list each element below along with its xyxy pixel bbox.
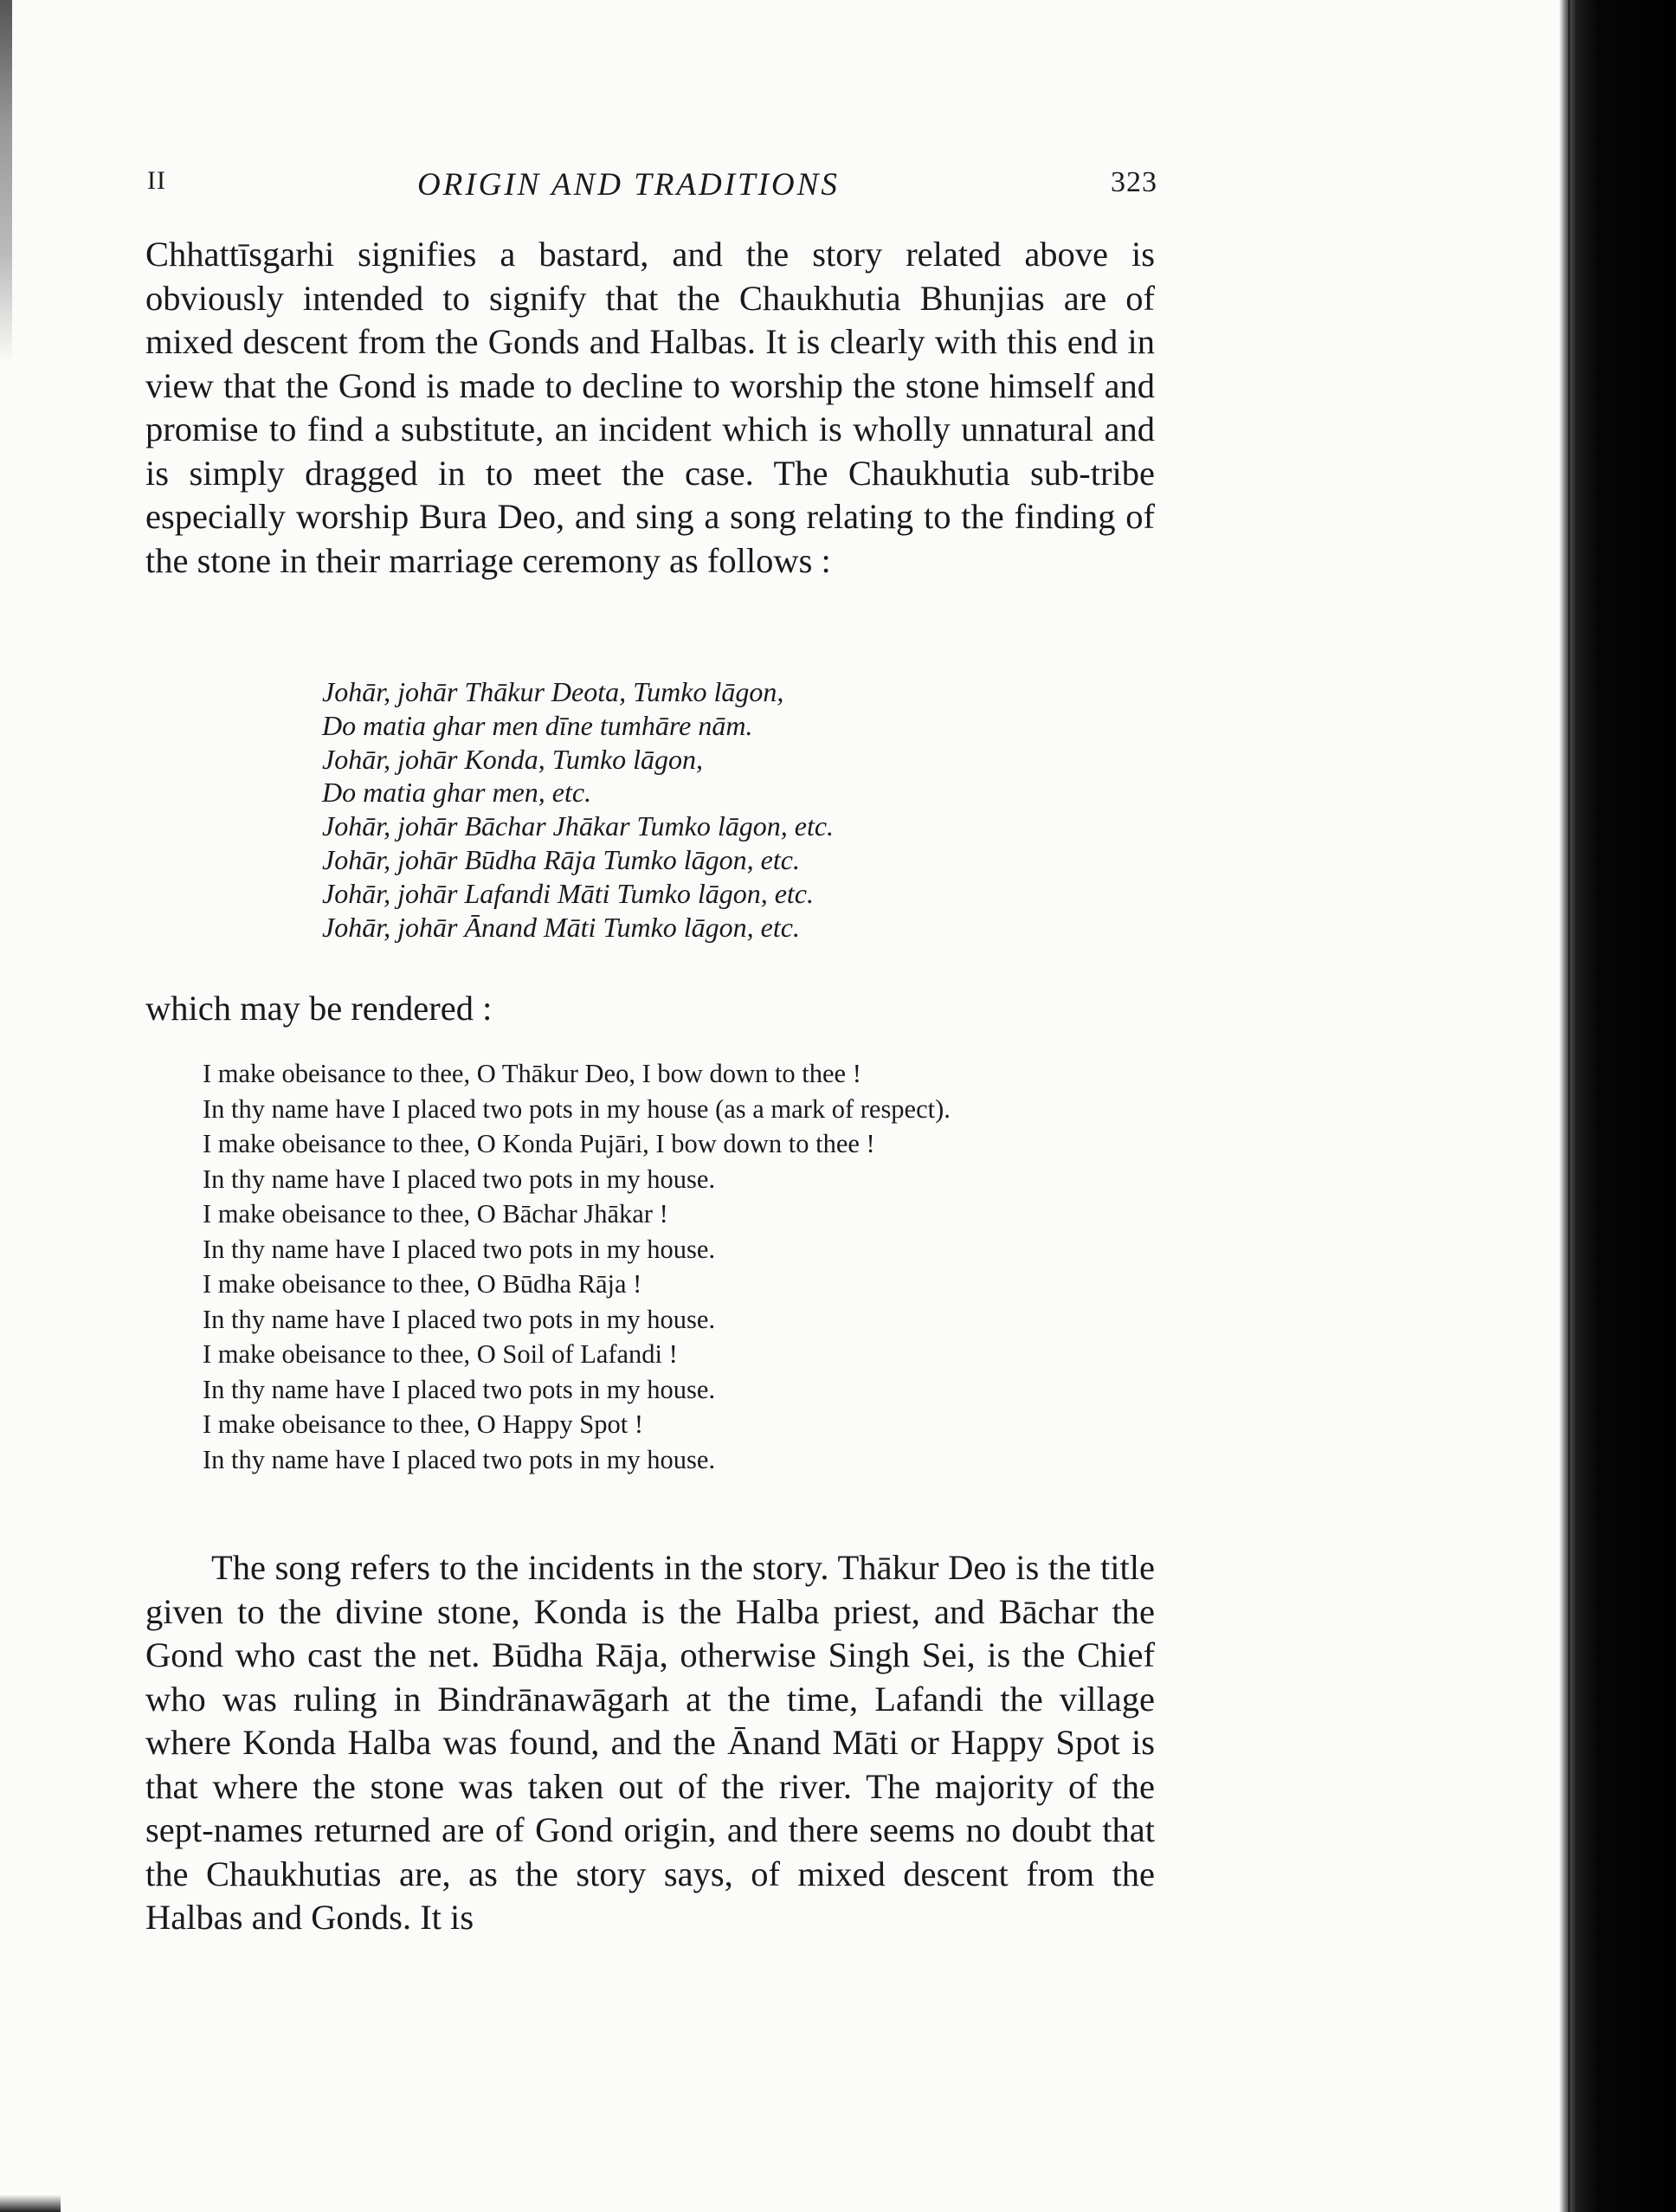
translation-line: In thy name have I placed two pots in my house.	[203, 1374, 716, 1404]
translation-line: I make obeisance to thee, O Happy Spot !	[203, 1409, 644, 1439]
verse-line: Johār, johār Thākur Deota, Tumko lāgon,	[322, 676, 784, 707]
scan-left-edge-shadow	[0, 0, 12, 364]
chapter-number: II	[147, 166, 166, 195]
translation-line: I make obeisance to thee, O Būdha Rāja !	[203, 1269, 642, 1299]
translation-line: I make obeisance to thee, O Konda Pujāri, I bow down to thee !	[203, 1129, 875, 1158]
song-verse	[322, 675, 834, 944]
scan-bottom-edge-shadow	[0, 2195, 61, 2212]
translation-line: I make obeisance to thee, O Bāchar Jhākar !	[203, 1199, 668, 1229]
running-head-title: ORIGIN AND TRADITIONS	[417, 167, 840, 203]
paragraph-intro: Chhattīsgarhi signifies a bastard, and the story related above is obviously intended to signify that the Chaukhutia Bhunjias are of mixed descent from the Gonds and Halbas. It is clearly with this end in view that the Gond is made to decline to worship the stone himself and promise to find a substitute, an incident which is wholly unnatural and is simply dragged in to meet the case. The Chaukhutia sub-tribe especially worship Bura Deo, and sing a song relating to the finding of the stone in their marriage ceremony as follows :	[145, 235, 1155, 580]
verse-line: Do matia ghar men dīne tumhāre nām.	[322, 709, 753, 741]
verse-line: Johār, johār Bāchar Jhākar Tumko lāgon, etc.	[322, 810, 835, 842]
page-number: 323	[1111, 166, 1157, 198]
translation-line: In thy name have I placed two pots in my house (as a mark of respect).	[203, 1093, 951, 1124]
translation-line: In thy name have I placed two pots in my house.	[203, 1164, 716, 1194]
verse-line: Johār, johār Konda, Tumko lāgon,	[322, 743, 704, 775]
translation-line: I make obeisance to thee, O Soil of Lafandi !	[203, 1339, 678, 1369]
book-binding-shadow	[1559, 0, 1676, 2212]
verse-line: Johār, johār Lafandi Māti Tumko lāgon, etc.	[322, 877, 814, 909]
verse-line: Do matia ghar men, etc.	[322, 777, 592, 809]
translation-line: I make obeisance to thee, O Thākur Deo, I bow down to thee !	[203, 1059, 861, 1088]
verse-line: Johār, johār Ānand Māti Tumko lāgon, etc.	[322, 911, 800, 943]
paragraph-explanation: The song refers to the incidents in the story. Thākur Deo is the title given to the divine stone, Konda is the Halba priest, and Bāchar the Gond who cast the net. Būdha Rāja, otherwise Singh Sei, is the Chief who was ruling in Bindrānawāgarh at the time, Lafandi the village where Konda Halba was found, and the Ānand Māti or Happy Spot is that where the stone was taken out of the river. The majority of the sept-names returned are of Gond origin, and there seems no doubt that the Chaukhutias are, as the story says, of mixed descent from the Halbas and Gonds. It is	[145, 1548, 1155, 1937]
verse-line: Johār, johār Būdha Rāja Tumko lāgon, etc.	[322, 843, 800, 875]
song-translation	[203, 1056, 1155, 1477]
translation-line: In thy name have I placed two pots in my house.	[203, 1304, 716, 1334]
paragraph-rendered-intro: which may be rendered :	[145, 989, 493, 1028]
translation-line: In thy name have I placed two pots in my house.	[203, 1444, 716, 1474]
translation-line: In thy name have I placed two pots in my house.	[203, 1234, 716, 1264]
